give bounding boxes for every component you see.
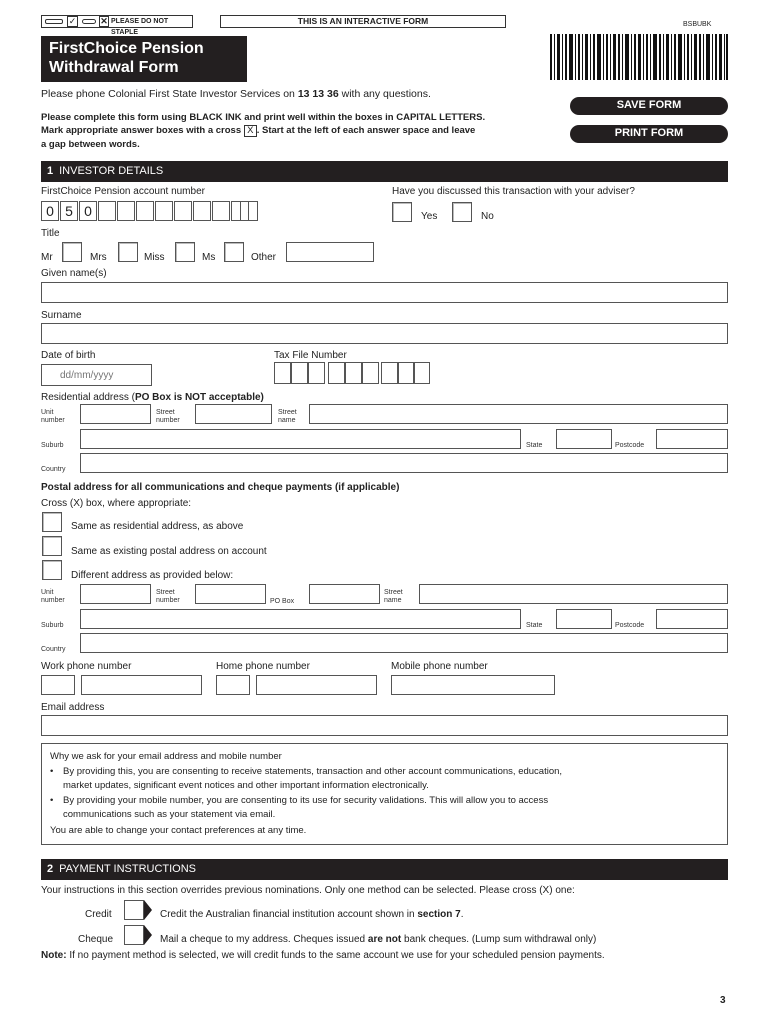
info-bullet1: • By providing this, you are consenting to receive statements, transaction and other account communications, education, market updates, significant event notices and other important information electronically.	[50, 766, 563, 791]
instruction-line2: Mark appropriate answer boxes with a cross X . Start at the left of each answer space and leave	[41, 125, 476, 136]
form-title-line1: FirstChoice Pension	[49, 40, 204, 57]
tfn-digit[interactable]	[413, 362, 430, 384]
residential-address-label: Residential address (PO Box is NOT acceptable)	[41, 392, 264, 403]
payment-note: Note: If no payment method is selected, we will credit funds to the same account we use for your scheduled pension payments.	[41, 950, 605, 961]
post-po-box-label: PO Box	[270, 598, 295, 605]
cheque-checkbox[interactable]	[124, 925, 154, 945]
section1-number: 1	[47, 165, 54, 177]
res-street-number-input[interactable]	[195, 404, 272, 424]
cross-example-box: X	[244, 125, 257, 137]
post-country-input[interactable]	[80, 633, 728, 653]
title-option-ms: Ms	[202, 252, 216, 263]
info-heading: Why we ask for your email address and mobile number	[50, 751, 282, 762]
surname-input[interactable]	[41, 323, 728, 344]
adviser-no-checkbox[interactable]	[452, 202, 472, 222]
barcode	[550, 34, 728, 80]
account-number-label: FirstChoice Pension account number	[41, 186, 205, 197]
phone-number: 13 13 36	[297, 88, 339, 100]
work-phone-label: Work phone number	[41, 661, 132, 672]
adviser-question: Have you discussed this transaction with your adviser?	[392, 186, 635, 197]
credit-checkbox[interactable]	[124, 900, 154, 920]
tfn-digit[interactable]	[381, 362, 398, 384]
home-phone-label: Home phone number	[216, 661, 310, 672]
section2-title: PAYMENT INSTRUCTIONS	[59, 863, 197, 875]
home-phone-area-input[interactable]	[216, 675, 250, 695]
adviser-yes-label: Yes	[421, 211, 438, 222]
title-ms-checkbox[interactable]	[224, 242, 244, 262]
account-digit[interactable]	[174, 201, 192, 221]
title-other-input[interactable]	[286, 242, 374, 262]
tfn-digit[interactable]	[362, 362, 379, 384]
post-street-number-label: Street number	[156, 589, 180, 604]
title-mr-checkbox[interactable]	[62, 242, 82, 262]
postal-heading: Postal address for all communications and cheque payments (if applicable)	[41, 482, 400, 493]
mobile-phone-label: Mobile phone number	[391, 661, 488, 672]
res-unit-label: Unit number	[41, 409, 65, 424]
title-option-other: Other	[251, 252, 277, 263]
email-info-box	[41, 743, 728, 845]
postal-same-existing-checkbox[interactable]	[42, 536, 62, 556]
staple-notice-text: PLEASE DO NOT STAPLE	[111, 18, 169, 36]
credit-label: Credit	[85, 909, 112, 920]
page-number: 3	[720, 995, 726, 1006]
account-digit[interactable]	[193, 201, 211, 221]
res-suburb-input[interactable]	[80, 429, 521, 449]
save-form-button[interactable]: SAVE FORM	[570, 97, 728, 115]
account-digit[interactable]: 5	[60, 201, 78, 221]
given-names-label: Given name(s)	[41, 268, 107, 279]
section2-number: 2	[47, 863, 54, 875]
form-code: BSBUBK	[683, 21, 712, 28]
work-phone-area-input[interactable]	[41, 675, 75, 695]
arrow-right-icon	[144, 925, 152, 945]
mobile-phone-input[interactable]	[391, 675, 555, 695]
post-country-label: Country	[41, 646, 66, 653]
post-unit-input[interactable]	[80, 584, 151, 604]
account-digit[interactable]	[155, 201, 173, 221]
cheque-box[interactable]	[124, 925, 144, 945]
account-digit[interactable]: 0	[41, 201, 59, 221]
tfn-label: Tax File Number	[274, 350, 347, 361]
form-title-line2: Withdrawal Form	[49, 59, 179, 76]
cheque-label: Cheque	[78, 934, 114, 945]
cheque-text: Mail a cheque to my address. Cheques issued are not bank cheques. (Lump sum withdrawal only)	[160, 934, 597, 945]
title-mrs-checkbox[interactable]	[118, 242, 138, 262]
res-unit-input[interactable]	[80, 404, 151, 424]
post-street-name-input[interactable]	[419, 584, 728, 604]
res-suburb-label: Suburb	[41, 442, 64, 449]
cross-box-label: Cross (X) box, where appropriate:	[41, 498, 192, 509]
title-block	[41, 36, 247, 82]
adviser-no-label: No	[481, 211, 494, 222]
staple-notice	[41, 15, 193, 36]
post-postcode-input[interactable]	[656, 609, 728, 629]
title-option-mr: Mr	[41, 252, 53, 263]
interactive-form-label	[220, 15, 506, 28]
account-digit[interactable]	[212, 201, 230, 221]
res-country-label: Country	[41, 466, 66, 473]
res-state-label: State	[526, 442, 543, 449]
tfn-digit[interactable]	[328, 362, 345, 384]
credit-box[interactable]	[124, 900, 144, 920]
section1-title: INVESTOR DETAILS	[59, 165, 164, 177]
section2-header	[41, 859, 728, 880]
surname-label: Surname	[41, 310, 82, 321]
staple-icon	[45, 19, 63, 24]
post-street-name-label: Street name	[384, 589, 403, 604]
title-label: Title	[41, 228, 60, 239]
post-suburb-input[interactable]	[80, 609, 521, 629]
res-postcode-input[interactable]	[656, 429, 728, 449]
res-street-name-input[interactable]	[309, 404, 728, 424]
dob-label: Date of birth	[41, 350, 96, 361]
postal-same-existing-label: Same as existing postal address on account	[71, 546, 267, 557]
email-label: Email address	[41, 702, 105, 713]
tfn-digit[interactable]	[345, 362, 362, 384]
tfn-digit[interactable]	[308, 362, 325, 384]
post-suburb-label: Suburb	[41, 622, 64, 629]
tfn-digit[interactable]	[291, 362, 308, 384]
cross-icon: ✕	[100, 16, 108, 26]
interactive-form-text: THIS IS AN INTERACTIVE FORM	[297, 16, 429, 26]
postal-same-residential-checkbox[interactable]	[42, 512, 62, 532]
adviser-yes-checkbox[interactable]	[392, 202, 412, 222]
title-option-mrs: Mrs	[90, 252, 107, 263]
credit-text: Credit the Australian financial institution account shown in section 7.	[160, 909, 464, 920]
email-input[interactable]	[41, 715, 728, 736]
account-digit[interactable]	[240, 201, 258, 221]
res-state-input[interactable]	[556, 429, 612, 449]
dob-input[interactable]	[41, 364, 152, 386]
post-state-label: State	[526, 622, 543, 629]
postal-same-residential-label: Same as residential address, as above	[71, 521, 244, 532]
arrow-right-icon	[144, 900, 152, 920]
payment-intro: Your instructions in this section overrides previous nominations. Only one method can be selected. Please cross (X) one:	[41, 885, 575, 896]
postal-different-label: Different address as provided below:	[71, 570, 234, 581]
post-state-input[interactable]	[556, 609, 612, 629]
given-names-input[interactable]	[41, 282, 728, 303]
title-option-miss: Miss	[144, 252, 165, 263]
tfn-digit[interactable]	[274, 362, 291, 384]
res-street-number-label: Street number	[156, 409, 180, 424]
post-po-box-input[interactable]	[309, 584, 380, 604]
home-phone-input[interactable]	[256, 675, 377, 695]
section1-header	[41, 161, 728, 182]
post-unit-label: Unit number	[41, 589, 65, 604]
title-miss-checkbox[interactable]	[175, 242, 195, 262]
instruction-line1: Please complete this form using BLACK INK and print well within the boxes in CAPITAL LETTERS.	[41, 112, 486, 123]
res-street-name-label: Street name	[278, 409, 297, 424]
info-bullet2: • By providing your mobile number, you are consenting to its use for security validations. This will allow you to access communications such as your statement via email.	[50, 795, 549, 820]
postal-different-checkbox[interactable]	[42, 560, 62, 580]
account-digit[interactable]	[117, 201, 135, 221]
paperclip-icon	[82, 19, 96, 24]
work-phone-input[interactable]	[81, 675, 202, 695]
info-footer: You are able to change your contact preferences at any time.	[50, 825, 307, 836]
instruction-line3: a gap between words.	[41, 139, 140, 150]
check-icon: ✓	[68, 16, 77, 26]
account-digit[interactable]	[136, 201, 154, 221]
res-country-input[interactable]	[80, 453, 728, 473]
account-digit[interactable]	[98, 201, 116, 221]
print-form-button[interactable]: PRINT FORM	[570, 125, 728, 143]
phone-line: Please phone Colonial First State Investor Services on 13 13 36 with any questions.	[41, 88, 431, 100]
post-postcode-label: Postcode	[615, 622, 645, 629]
account-digit[interactable]: 0	[79, 201, 97, 221]
post-street-number-input[interactable]	[195, 584, 266, 604]
res-postcode-label: Postcode	[615, 442, 645, 449]
